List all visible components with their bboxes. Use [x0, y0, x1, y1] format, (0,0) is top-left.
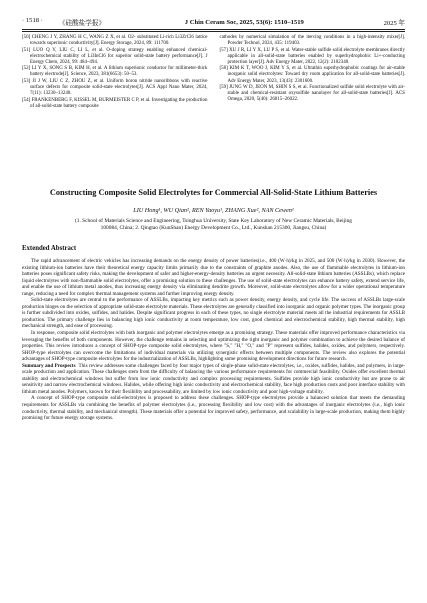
summary-text: This review addresses some challenges faced by four major types of single-phase solid-state electrolytes, i.e., oxides, sulfides, halides, and polymers, in large-scale production and application. These challenges stem from the difficulty of balancing the various performance requirements for commercial feasibility. Oxides offer excellent thermal stability and electrochemical windows but suffer from low ionic conductivity and complex processing requirements. Sulfides provide high ionic conductivity but are prone to air sensitivity and narrow electrochemical windows. Halides, while offering high ionic conductivity and electrochemical stability, face high production costs and poor interface stability with lithium metal anodes. Polymers, known for their flexibility and processability, are limited by low ionic conductivity and poor high-voltage stability. [22, 362, 405, 395]
reference-item: [51] LUO Q Y, LIU C, LI L, et al. O-doping strategy enabling enhanced chemical-electrochemical stability of Li3InCl6 for superior solid-state battery performance[J]. J Energy Chem, 2024, 99: 484–494. [22, 47, 208, 65]
running-header [22, 15, 405, 29]
header-rule-thin [22, 31, 405, 32]
reference-item: [52] LI Y X, SONG S B, KIM H, et al. A lithium superionic conductor for millimeter-thick battery electrode[J]. Science, 2023, 381(6653): 50–53. [22, 66, 208, 78]
journal-citation: J Chin Ceram Soc, 2025, 53(6): 1510–1519 [184, 18, 304, 26]
header-year: 2025 年 [383, 20, 405, 27]
header-rule [22, 29, 405, 30]
affiliations [40, 218, 387, 232]
reference-item: cathodes by numerical simulation of the itercing conditions in a high-intensity mixer[J]. Powder Technol, 2024, 435: 119403. [219, 35, 405, 47]
page-number: · 1518 · [22, 17, 43, 24]
reference-item: [58] KIM K T, WOO J, KIM Y S, et al. Ultrathin superhydrophobic coatings for air-stable inorganic solid electrolytes: Toward dry room application for all-solid-state batteries[J]. Adv Energy Mater, 2023, 13(43): 2301600. [219, 66, 405, 84]
reference-column-left [22, 35, 208, 162]
author-list: LIU Hong¹, WU Qian², REN Yaoyu¹, ZHANG Xue², NAN Cewen¹ [133, 207, 294, 214]
abstract-heading: Extended Abstract [22, 245, 77, 252]
abstract-paragraph: In response, composite solid electrolytes with both inorganic and polymer electrolytes emerge as a promising strategy. These materials offer improved performance characteristics via leveraging the benefits of both components. However, the challenge remains in selecting and optimizing the right inorganic and polymer combination to achieve the desired balance of properties. This review introduces a concept of SHOP-type composite solid electrolytes, where "S," "H," "O," and "P" represent sulfides, halides, oxides, and polymers, respectively. SHOP-type electrolytes can overcome the limitations of individual materials via utilizing synergistic effects between multiple components. The review also explores the potential advantages of SHOP-type composite electrolytes for the industrialization of ASSLBs, highlighting some promising development directions for future research. [22, 330, 405, 363]
abstract-paragraph: A concept of SHOP-type composite solid-electrolytes is proposed to address these challenges. SHOP-type electrolytes provide a balanced solution that meets the demanding requirements for ASSLBs via combining the benefits of polymer electrolytes (i.e., processing flexibility and low cost) with the advantages of inorganic electrolytes (i.e., high ionic conductivity, thermal stability, and mechanical strength). These materials offer a potential for improved safety, performance, and scalability in large-scale production, making them highly promising for future energy storage systems. [22, 395, 405, 422]
header-left [22, 17, 105, 27]
reference-item: [57] XU J R, LI Y X, LU P S, et al. Water-stable sulfide solid electrolyte membranes directly applicable in all-solid-state batteries enabled by superhydrophobic Li+-conducting protection layer[J]. Adv Energy Mater, 2022, 12(2): 2102348. [219, 47, 405, 65]
abstract-paragraph: The rapid advancement of electric vehicles has increasing demands on the energy density of power batteries(i.e., 400 (W·h)/kg in 2025, and 500 (W·h)/kg in 2030). However, the existing lithium-ion batteries have their theoretical energy capacity limits primarily due to the constraints of graphite anodes. Also, the use of flammable electrolytes in lithium-ion batteries poses significant safety risks, making the development of safer and higher-energy-density batteries an urgent necessity. All-solid-state lithium batteries (ASSLBs), which replace liquid electrolytes with non-flammable solid electrolytes, offer a promising solution to these challenges. The use of solid-state electrolytes can enhance battery safety, extend service life, and enable the use of lithium metal anodes, thus increasing energy density via eliminating dendrite growth. Moreover, solid-state electrolytes allow for a wider operational temperature range, reducing a need for complex thermal management systems and further improving energy density. [22, 258, 405, 297]
paper-title: Constructing Composite Solid Electrolytes for Commercial All-Solid-State Lithium Batteries [49, 188, 378, 197]
summary-label: Summary and Prospects [22, 362, 76, 369]
journal-name-cn: 《硅酸盐学报》 [58, 20, 106, 27]
affiliation-line-1: (1. School of Materials Science and Engineering, Tsinghua University, State Key Laboratory of New Ceramic Materials, Beijing [74, 218, 352, 224]
affiliation-line-2: 100084, China; 2. Qingtao (KunShan) Energy Development Co., Ltd., Kunshan 215300, Jiangsu, China) [100, 225, 327, 231]
reference-item: [59] JUNG W D, JEON M, SHIN S S, et al. Functionalized sulfide solid electrolyte with air-stable and chemical-resistant oxysulfide nanolayer for all-solid-state batteries[J]. ACS Omega, 2020, 5(40): 26015–26022. [219, 85, 405, 103]
abstract-paragraph: Solid-state electrolytes are central to the performance of ASSLBs, impacting key metrics such as power density, energy density, and cycle life. The success of ASSLBs large-scale production hinges on the selection of appropriate solid-state electrolyte materials. These electrolytes are generally classified into inorganic and organic polymer types. The inorganic group is further subdivided into oxides, sulfides, and halides. Despite significant progress in each of these types, no single electrolyte material meets all the industrial requirements for ASSLB production. The primary challenge lies in balancing high ionic conductivity at room temperature, low cost, good chemical and electrochemical stability, high thermal stability, high mechanical strength, and ease of processing. [22, 297, 405, 330]
reference-item: [53] JI J W, LIU C Z, ZHOU Z, et al. Uniform boron nitride nanoribbons with reactive surface defects for composite solid-state electrolytes[J]. ACS Appl Nano Mater, 2024, 7(11): 13230–13240. [22, 79, 208, 97]
summary-paragraph [22, 363, 405, 396]
extended-abstract [22, 258, 405, 422]
reference-item: [54] FRANKENBERG F, KISSEL M, BURMEISTER C P, et al. Investigating the production of all-solid-state battery composite [22, 97, 208, 109]
reference-item: [50] CHENG J Y, ZHANG H C, WANG Z X, et al. O2- substituted Li-rich Li3ZrCl6 lattice towards superionic conductivity[J]. Energy Storage, 2024, 89: 111700. [22, 35, 208, 47]
reference-list [22, 35, 405, 162]
reference-column-right [220, 35, 406, 162]
